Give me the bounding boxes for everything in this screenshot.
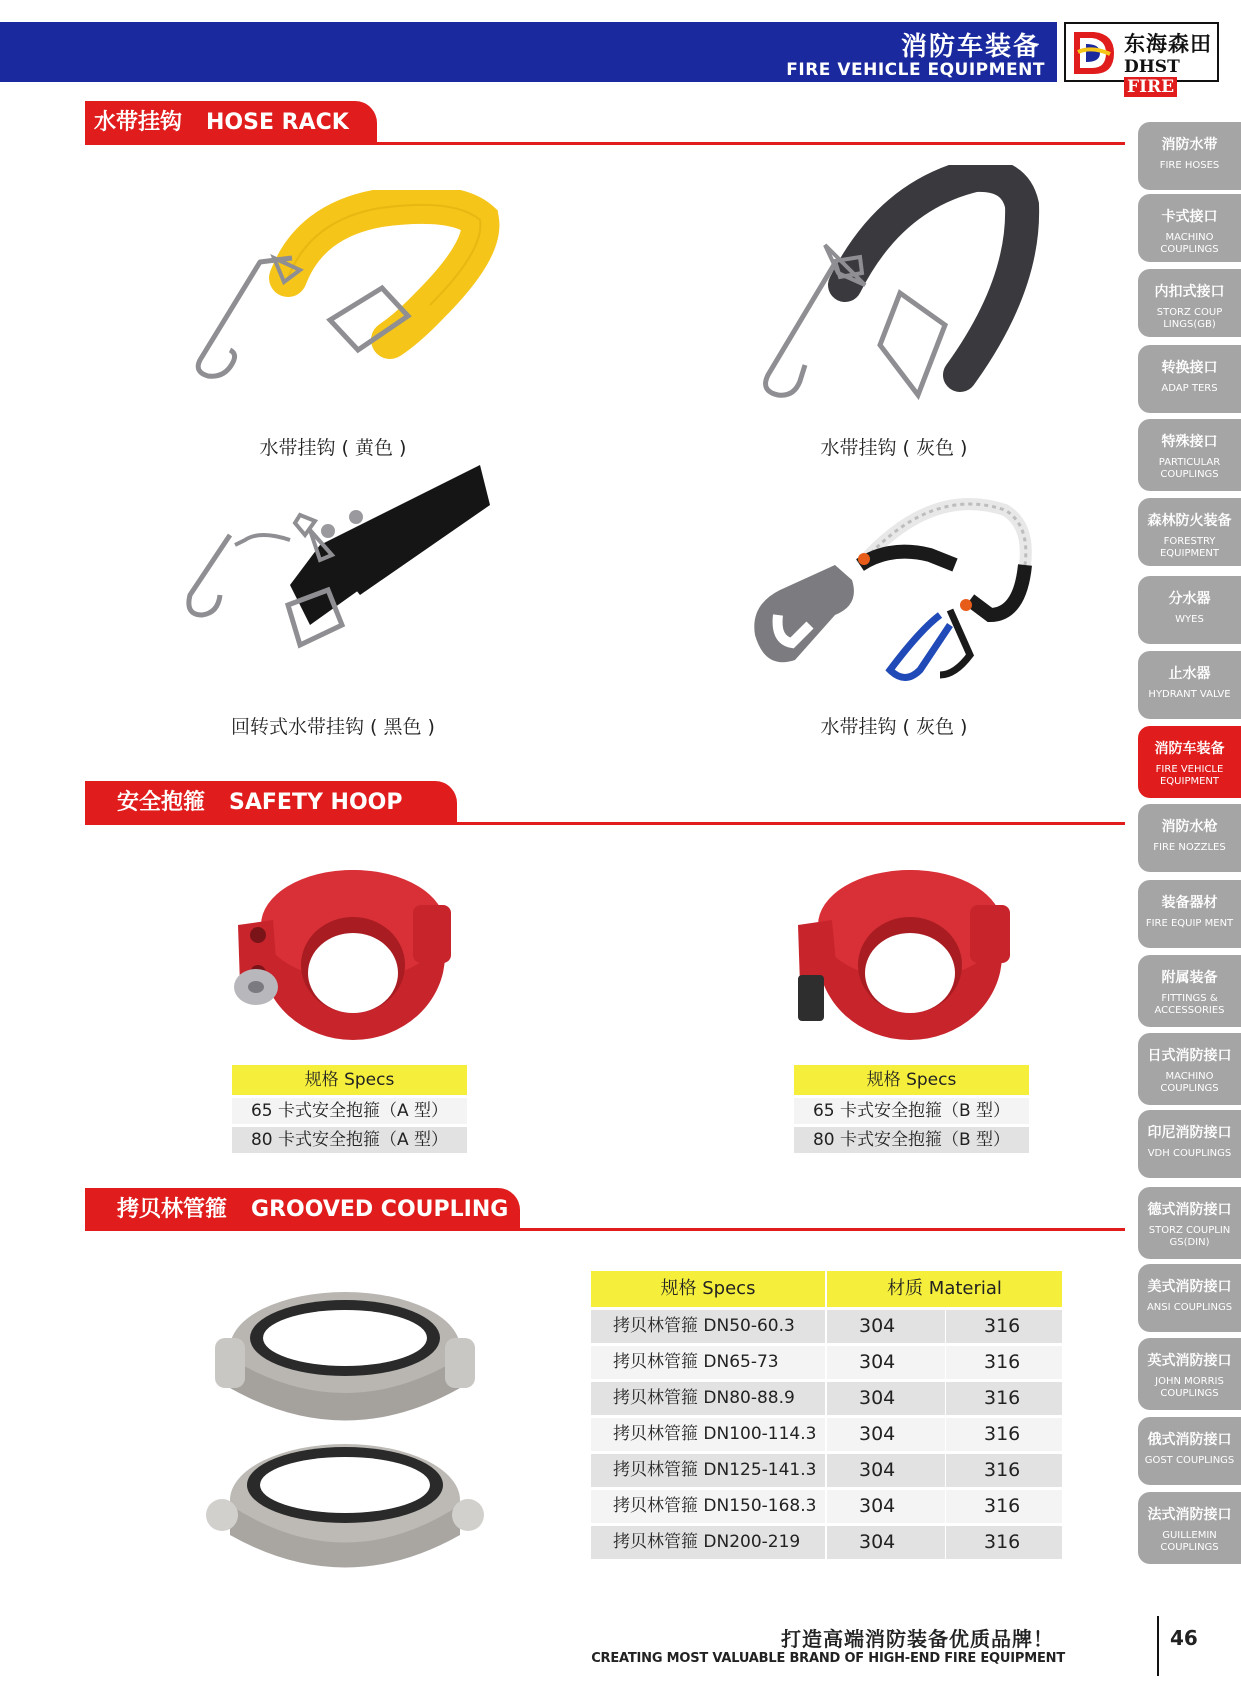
material-304-cell: 304 [827,1490,945,1523]
footer-divider [1157,1616,1159,1676]
hose-rack-yellow-photo [180,190,500,400]
hose-rack-carabiner-photo [740,485,1050,685]
section-grooved-title [85,1188,520,1231]
side-nav-item[interactable] [1138,726,1241,798]
spec-cell: 拷贝林管箍 DN200-219 [591,1526,825,1559]
side-nav-label-cn: 特殊接口 [1161,434,1218,450]
table-row [591,1454,1062,1487]
hose-rack-caption: 水带挂钩 ( 灰色 ) [820,716,968,738]
safety-hoop-b-specs [794,1065,1029,1153]
side-nav-item[interactable] [1138,419,1241,491]
side-nav-label-en: STORZ COUPLIN GS(DIN) [1148,1225,1231,1248]
material-304-cell: 304 [827,1310,945,1343]
safety-hoop-a-photo [228,855,458,1045]
side-nav-label-en: MACHINO COUPLINGS [1160,232,1219,255]
side-nav-item[interactable] [1138,1417,1241,1485]
section-divider [85,822,1125,825]
section-safety-hoop-en: SAFETY HOOP [229,790,403,815]
material-304-cell: 304 [827,1418,945,1451]
spec-cell: 拷贝林管箍 DN65-73 [591,1346,825,1379]
table-row [591,1526,1062,1559]
table-row [591,1310,1062,1343]
side-nav-label-en: GOST COUPLINGS [1144,1455,1235,1466]
section-hose-rack-en: HOSE RACK [206,110,349,135]
footer-slogan-cn: 打造高端消防装备优质品牌！ [781,1627,1054,1651]
hose-rack-caption: 水带挂钩 ( 灰色 ) [820,437,968,459]
side-nav-label-en: FIRE EQUIP MENT [1145,918,1234,929]
table-row [591,1490,1062,1523]
safety-hoop-b-photo [790,855,1020,1045]
specs-row: 65 卡式安全抱箍（B 型） [794,1098,1029,1124]
side-nav-label-en: ADAP TERS [1161,383,1218,394]
side-nav-label-en: GUILLEMIN COUPLINGS [1160,1530,1219,1553]
side-nav-label-en: FITTINGS & ACCESSORIES [1154,993,1225,1016]
side-nav-label-en: WYES [1175,614,1204,625]
specs-row: 65 卡式安全抱箍（A 型） [232,1098,467,1124]
side-nav-label-cn: 德式消防接口 [1147,1202,1232,1218]
side-nav-label-cn: 分水器 [1168,591,1211,607]
spec-cell: 拷贝林管箍 DN125-141.3 [591,1454,825,1487]
side-nav-item[interactable] [1138,804,1241,872]
section-safety-hoop-title [85,781,457,824]
side-nav-item[interactable] [1138,1492,1241,1564]
material-304-cell: 304 [827,1454,945,1487]
safety-hoop-a-specs [232,1065,467,1153]
dhst-logo-icon [1070,28,1118,78]
side-nav-label-cn: 消防水枪 [1161,819,1218,835]
side-nav-label-cn: 美式消防接口 [1147,1279,1232,1295]
side-nav-item[interactable] [1138,880,1241,948]
side-nav-label-cn: 日式消防接口 [1147,1048,1232,1064]
side-nav-label-en: JOHN MORRIS COUPLINGS [1155,1376,1224,1399]
side-nav-label-cn: 印尼消防接口 [1147,1125,1232,1141]
material-316-cell: 316 [946,1490,1062,1523]
side-nav-label-cn: 森林防火装备 [1147,513,1232,529]
side-nav-item[interactable] [1138,269,1241,337]
specs-row: 80 卡式安全抱箍（A 型） [232,1127,467,1153]
material-316-cell: 316 [946,1346,1062,1379]
section-divider [85,1228,1125,1231]
side-nav-item[interactable] [1138,1110,1241,1178]
side-nav-item[interactable] [1138,955,1241,1027]
side-nav-label-cn: 卡式接口 [1161,209,1218,225]
side-nav-item[interactable] [1138,498,1241,566]
material-316-cell: 316 [946,1454,1062,1487]
specs-header: 规格 Specs [232,1065,467,1095]
side-nav-label-en: FIRE NOZZLES [1153,842,1226,853]
side-nav-label-en: FORESTRY EQUIPMENT [1159,536,1220,559]
grooved-coupling-table [591,1271,1062,1559]
material-304-cell: 304 [827,1382,945,1415]
side-nav-label-cn: 止水器 [1168,666,1211,682]
page-number: 46 [1170,1626,1198,1650]
section-safety-hoop-cn: 安全抱箍 [117,790,206,815]
logo-text-cn: 东海森田 [1124,32,1212,56]
side-nav-label-en: HYDRANT VALVE [1148,689,1231,700]
specs-row: 80 卡式安全抱箍（B 型） [794,1127,1029,1153]
grooved-coupling-photo [200,1430,490,1580]
side-nav-label-en: STORZ COUP LINGS(GB) [1156,307,1223,330]
side-nav-label-cn: 消防水带 [1161,137,1218,153]
side-nav-label-cn: 英式消防接口 [1147,1353,1232,1369]
header-title-en: FIRE VEHICLE EQUIPMENT [786,60,1045,80]
side-nav-label-en: ANSI COUPLINGS [1146,1302,1233,1313]
side-nav-label-cn: 消防车装备 [1154,741,1225,757]
logo-text-dhst: DHST [1124,57,1180,77]
spec-cell: 拷贝林管箍 DN100-114.3 [591,1418,825,1451]
grooved-coupling-photo [200,1278,490,1428]
spec-cell: 拷贝林管箍 DN150-168.3 [591,1490,825,1523]
side-nav-item[interactable] [1138,576,1241,644]
side-nav-label-en: PARTICULAR COUPLINGS [1158,457,1221,480]
side-nav-label-cn: 法式消防接口 [1147,1507,1232,1523]
spec-cell: 拷贝林管箍 DN50-60.3 [591,1310,825,1343]
side-nav-label-en: FIRE VEHICLE EQUIPMENT [1155,764,1224,787]
specs-header: 规格 Specs [591,1271,825,1307]
side-nav-label-cn: 俄式消防接口 [1147,1432,1232,1448]
material-316-cell: 316 [946,1526,1062,1559]
spec-cell: 拷贝林管箍 DN80-88.9 [591,1382,825,1415]
side-nav-item[interactable] [1138,1033,1241,1105]
table-row [591,1418,1062,1451]
section-hose-rack-cn: 水带挂钩 [94,110,183,135]
side-nav-label-en: MACHINO COUPLINGS [1160,1071,1219,1094]
side-nav-item[interactable] [1138,1264,1241,1332]
side-nav-item[interactable] [1138,1338,1241,1410]
hose-rack-black-swivel-photo [180,465,500,675]
side-nav-item[interactable] [1138,194,1241,262]
material-304-cell: 304 [827,1346,945,1379]
hose-rack-caption: 回转式水带挂钩 ( 黑色 ) [231,716,435,738]
side-nav-item[interactable] [1138,122,1241,190]
logo-text-fire: FIRE [1124,77,1177,97]
hose-rack-grey-photo [740,165,1040,415]
side-nav-label-en: VDH COUPLINGS [1147,1148,1232,1159]
hose-rack-caption: 水带挂钩 ( 黄色 ) [259,437,407,459]
table-row [591,1382,1062,1415]
material-316-cell: 316 [946,1382,1062,1415]
side-nav-label-en: FIRE HOSES [1159,160,1220,171]
section-divider [85,142,1125,145]
section-grooved-en: GROOVED COUPLING [251,1197,509,1222]
specs-header: 规格 Specs [794,1065,1029,1095]
footer-slogan-en: CREATING MOST VALUABLE BRAND OF HIGH-END FIRE EQUIPMENT [591,1651,1065,1666]
material-header: 材质 Material [827,1271,1062,1307]
section-hose-rack-title [85,101,377,144]
table-row [591,1346,1062,1379]
side-nav-label-cn: 内扣式接口 [1154,284,1225,300]
material-316-cell: 316 [946,1418,1062,1451]
table-header [591,1271,1062,1307]
side-nav-item[interactable] [1138,1187,1241,1259]
brand-logo [1064,22,1219,97]
side-nav-label-cn: 装备器材 [1161,895,1218,911]
material-316-cell: 316 [946,1310,1062,1343]
section-grooved-cn: 拷贝林管箍 [117,1197,228,1222]
side-nav-label-cn: 转换接口 [1161,360,1218,376]
side-nav-item[interactable] [1138,345,1241,413]
header-title-cn: 消防车装备 [900,32,1041,62]
logo-text-en [1124,57,1217,97]
side-nav-item[interactable] [1138,651,1241,719]
material-304-cell: 304 [827,1526,945,1559]
side-nav-label-cn: 附属装备 [1161,970,1218,986]
